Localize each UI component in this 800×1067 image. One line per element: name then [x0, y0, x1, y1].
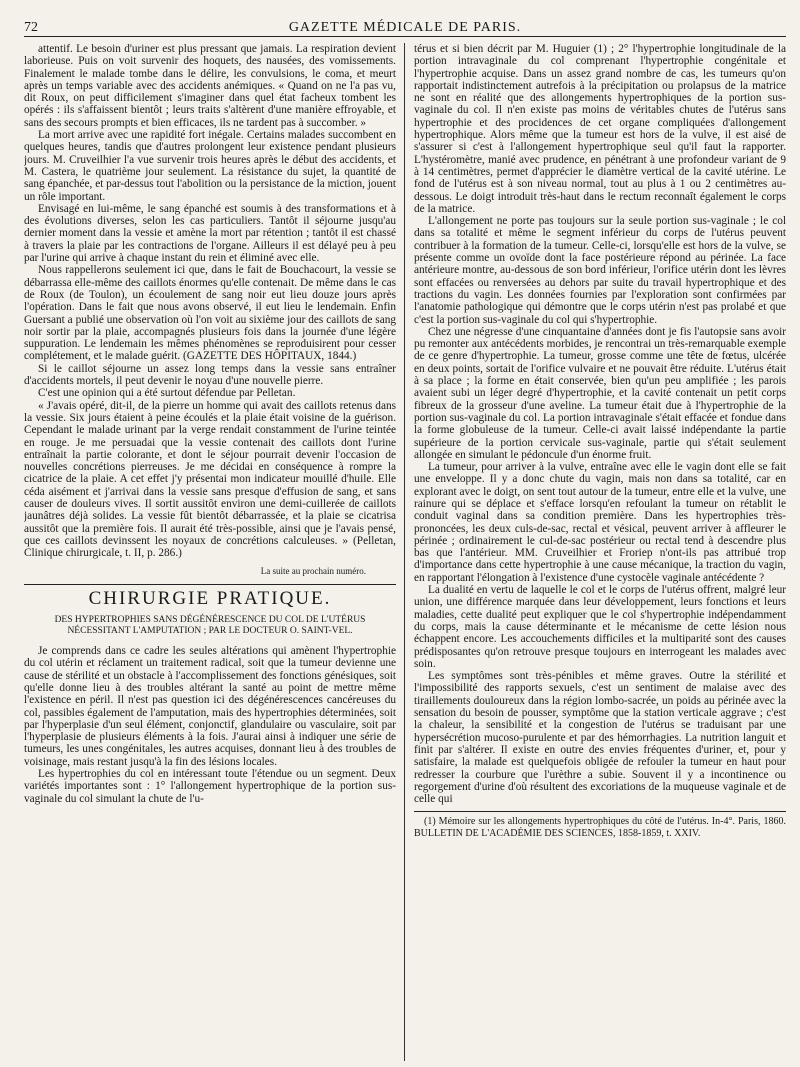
paragraph: La mort arrive avec une rapidité fort inégale. Certains malades succombent en quelques heures, tandis que d'autres prolongent leur existence pendant plusieurs jours. M. Cruveilhier l'a vue survenir trois heures après le début des accidents, et M. Castera, le quatrième jour seulement. La résistance du sujet, la quantité de sang épanchée, et par-dessus tout l'abolition ou la persistance de la miction, jouent un rôle important. [24, 129, 397, 203]
paragraph: Envisagé en lui-même, le sang épanché est soumis à des transformations et à des évolutions diverses, selon les cas particuliers. Tantôt il séjourne jusqu'au dernier moment dans la vessie et amène la mort par rétention ; tantôt il est chassé à travers la plaie par les contractions de l'organe. Ailleurs il est délayé peu à peu par l'urine qui arrive à chaque instant du rein et éliminé avec elle. [24, 202, 397, 265]
paragraph: Si le caillot séjourne un assez long temps dans la vessie sans entraîner d'accidents mortels, il peut devenir le noyau d'une nouvelle pierre. [24, 362, 397, 388]
right-column [412, 43, 786, 1061]
continued-note: La suite au prochain numéro. [260, 566, 367, 577]
column-divider [404, 43, 405, 1061]
paragraph: L'allongement ne porte pas toujours sur la seule portion sus-vaginale ; le col dans sa totalité et même le segment inférieur du corps de l'utérus peuvent contribuer à la formation de la tumeur. Celle-ci, lorsqu'elle est hors de la vulve, se présente comme un ovoïde dont la face postérieure répond au périnée. La face antérieure montre, au-dessous de son bord inférieur, l'orifice utérin dont les lèvres sont effacées ou renversées au dehors par suite du travail hypertrophique et des tractions du vagin. Les données fournies par l'exploration sont confirmées par l'anatomie pathologique qui démontre que le corps utérin n'est pas prolabé et que c'est la portion sus-vaginale du col qui s'hypertrophie. [414, 215, 787, 326]
paragraph: La tumeur, pour arriver à la vulve, entraîne avec elle le vagin dont elle se fait une enveloppe. Il y a donc chute du vagin, mais non dans sa totalité, car en explorant avec le doigt, on sent tout autour de la tumeur, entre elle et la vulve, une rainure qui se déplace et s'efface lorsqu'en refoulant la tumeur on rétablit le conduit vaginal dans sa condition première. Dans les hypertrophies très-prononcées, les deux culs-de-sac, rectal et vésical, peuvent arriver à affleurer le périnée ; ordinairement le cul-de-sac postérieur ou rectal tend à descendre plus bas que l'antérieur. MM. Cruveilhier et Froriep n'ont-ils pas attribué trop d'importance dans cette hypertrophie à une cause mécanique, la traction du vagin, en rapportant l'élongation à l'existence d'une cystocèle vaginale antécédente ? [414, 461, 787, 584]
paragraph: « J'avais opéré, dit-il, de la pierre un homme qui avait des caillots retenus dans la vessie. Six jours étaient à peine écoulés et la plaie était voisine de la guérison. Cependant le malade urinant par la verge rendait constamment de l'urine teintée en rouge. Je me persuadai que la vessie contenait des caillots dont l'urine entraînait la partie colorante, et dont le séjour pourrait devenir l'occasion de nouvelles concrétions pierreuses. Je me décidai en conséquence à rompre la cicatrice de la plaie. A cet effet j'y présentai mon indicateur mouillé d'huile. Elle céda aisément et j'arrivai dans la vessie sans presque d'effusion de sang, et sans causer de douleurs vives. Il sortit aussitôt environ une demi-cuillerée de caillots jaunâtres déjà solides. La vessie fût bientôt débarrassée, et la plaie se cicatrisa aussitôt que la première fois. Il aurait été très-possible, ainsi que je l'avais pensé, que ces caillots devinssent les noyaux de concrétions calculeuses. » (Pelletan, Clinique chirurgicale, t. II, p. 286.) [24, 399, 397, 560]
footnote: (1) Mémoire sur les allongements hypertrophiques du côté de l'utérus. In-4°. Paris, 1860. BULLETIN DE L'ACADÉMIE DES SCIENCES, 1858-1859, t. XXIV. [414, 816, 787, 839]
paragraph: Chez une négresse d'une cinquantaine d'années dont je fis l'autopsie sans avoir pu remonter aux antécédents morbides, je rencontrai un très-remarquable exemple de ce genre d'hypertrophie. La tumeur, grosse comme une tête de fœtus, ulcérée en deux points, sortait de l'orifice vulvaire et ne pouvait être réduite. L'utérus était à sa place ; la forme en était conservée, bien qu'un peu amplifiée ; les parois avaient subi un léger degré d'hypertrophie, et la cavité contenait un petit corps fibreux de la grosseur d'une aveline. La tumeur était due à l'hypertrophie de la portion sus-vaginale du col. La portion intravaginale s'était effacée et fondue dans la forme globuleuse de la tumeur. Celle-ci avait laissé indépendante la partie supérieure de la portion cervicale sus-vaginale, partie qui s'était seulement allongée en simulant le pédoncule d'un énorme fruit. [414, 325, 787, 461]
section-title: CHIRURGIE PRATIQUE. [88, 587, 332, 609]
section-divider [24, 584, 396, 585]
paragraph: Les hypertrophies du col en intéressant toute l'étendue ou un segment. Deux variétés importantes sont : 1° l'allongement hypertrophique de la portion sus-vaginale du col simulant la chute de l'u- [24, 768, 397, 805]
page-number: 72 [24, 20, 38, 35]
left-column [24, 43, 404, 1061]
journal-title: GAZETTE MÉDICALE DE PARIS. [288, 20, 522, 35]
text-columns [24, 43, 786, 1061]
paragraph: attentif. Le besoin d'uriner est plus pressant que jamais. La respiration devient laborieuse. Puis on voit survenir des hoquets, des nausées, des vomissements. Finalement le malade tombe dans le délire, les convulsions, le coma, et meurt après un temps variable avec des accidents anémiques. « Quand on ne l'a pas vu, dit Roux, on peut difficilement s'imaginer dans quel état facheux tombent les opérés : ils s'affaissent bientôt ; leurs traits s'altèrent d'une manière effroyable, et sans des secours prompts et bien efficaces, ils ne tardent pas à succomber. » [24, 43, 397, 129]
footnote-divider [414, 811, 786, 812]
paragraph: Les symptômes sont très-pénibles et même graves. Outre la stérilité et l'impossibilité des rapports sexuels, c'est un sentiment de malaise avec des tiraillements douloureux dans la région lombo-sacrée, un poids au périnée avec la sensation du besoin de pousser, symptôme que la station verticale aggrave ; c'est la chaleur, la sensibilité et la congestion de l'utérus se traduisant par une hypersécrétion mucoso-purulente et par des hémorrhagies. La nutrition languit et finit par s'altérer. Il existe en outre des envies fréquentes d'uriner, et, pour y satisfaire, la malade est quelquefois obligée de refouler la tumeur en haut pour redresser la courbure que l'urèthre a subie. Souvent il y a incontinence ou regorgement d'urine d'où résultent des excoriations de la muqueuse vaginale et de celle qui [414, 670, 787, 806]
article-heading: DES HYPERTROPHIES SANS DÉGÉNÉRESCENCE DU COL DE L'UTÉRUS NÉCESSITANT L'AMPUTATION ; PAR LE DOCTEUR O. SAINT-VEL. [54, 615, 366, 637]
paragraph: Je comprends dans ce cadre les seules altérations qui amènent l'hypertrophie du col utérin et réclament un traitement radical, soit que la tumeur devienne une cause de stérilité et un obstacle à l'accomplissement des fonctions génésiques, soit qu'elle donne lieu à des troubles altérant la santé au point de mettre même l'existence en péril. Il n'est pas question ici des dégénérescences cancéreuses du col, passibles également de l'amputation, mais des hypertrophies déterminées, soit par l'hyperplasie d'un seul élément, conjonctif, glandulaire ou vasculaire, soit par l'hyperplasie de plusieurs éléments à la fois. J'aurai ainsi à indiquer une série de tumeurs, les unes congénitales, les autres acquises, donnant lieu à des troubles de voisinage, mais restant jusqu'à la fin des lésions locales. [24, 645, 397, 768]
paragraph: térus et si bien décrit par M. Huguier (1) ; 2° l'hypertrophie longitudinale de la portion intravaginale du col comprenant l'hypertrophie congénitale et l'hypertrophie acquise. Dans un assez grand nombre de cas, les tumeurs qu'on rapportait indistinctement autrefois à la précipitation ou prolapsus de la matrice ne sont en réalité que des allongements hypertrophiques de la portion sus-vaginale du col. Il n'en existe pas moins de véritables chutes de l'utérus sans hypertrophie et des procidences de cet organe compliquées d'allongement hypertrophique. Alors même que la tumeur est hors de la vulve, il est aisé de s'assurer si c'est à l'allongement hypertrophique seul qu'il faut la rapporter. L'hystéromètre, manié avec prudence, en pénétrant à une profondeur variant de 9 à 14 centimètres, permet d'apprécier le diamètre vertical de la cavité utérine. Le fond de l'utérus est à son niveau normal, tout au plus à 1 ou 2 centimètres au-dessous. Le doigt introduit très-haut dans le rectum reconnaît également le corps de la matrice. [414, 43, 787, 215]
paragraph: Nous rappellerons seulement ici que, dans le fait de Bouchacourt, la vessie se débarrassa elle-même des caillots énormes qu'elle contenait. De même dans le cas de Roux (de Toulon), un écoulement de sang noir eut lieu douze jours après l'opération. Dans le fait que nous avons observé, il eut lieu le lendemain. Enfin Guersant a publié une observation où l'on voit au sixième jour des caillots de sang noir sortir par la plaie, accompagnés plusieurs fois dans la journée d'une légère suppuration. Le lendemain les mêmes phénomènes se reproduisirent pour cesser complétement, et le malade guérit. (GAZETTE DES HÔPITAUX, 1844.) [24, 264, 397, 363]
page-header [24, 10, 786, 37]
paragraph: La dualité en vertu de laquelle le col et le corps de l'utérus offrent, malgré leur union, une différence marquée dans leur développement, leurs fonctions et leurs maladies, cette dualité peut expliquer que le col s'hypertrophie indépendamment du corps, mais la cause déterminante et le mécanisme de cette lésion nous échappent encore. Les accouchements difficiles et la multiparité sont des causes prédisposantes qu'on retrouve presque toujours en interrogeant les malades avec soin. [414, 584, 787, 670]
paragraph: C'est une opinion qui a été surtout défendue par Pelletan. [38, 387, 296, 400]
